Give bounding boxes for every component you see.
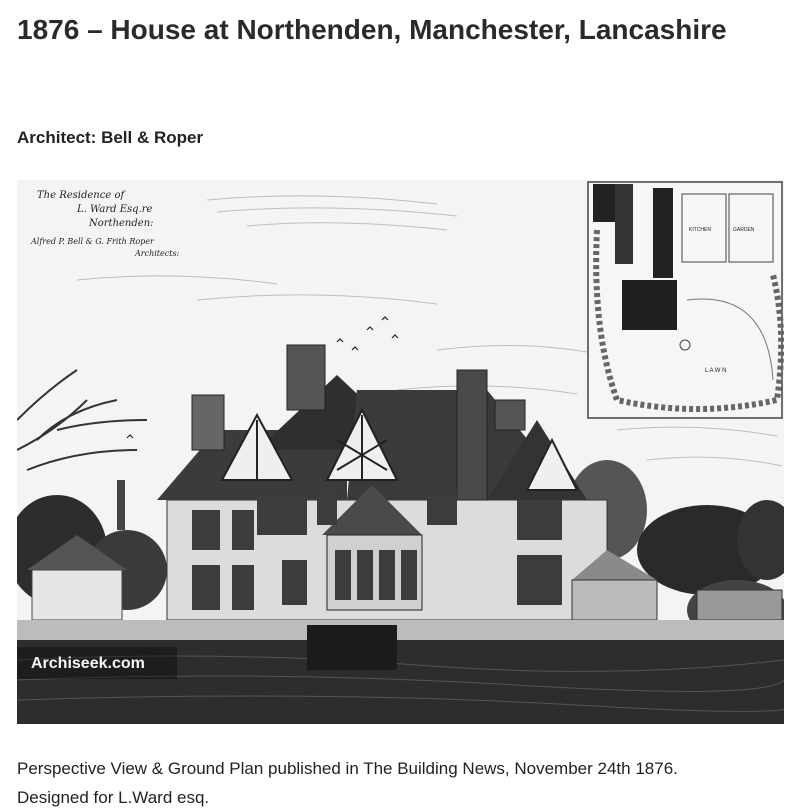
plan-label-lawn: L A W N	[705, 368, 727, 374]
caption-line-1: Perspective View & Ground Plan published in The Building News, November 24th 1876.	[17, 759, 678, 778]
steps	[307, 625, 397, 670]
caption-line-2: Designed for L.Ward esq.	[17, 788, 210, 807]
plan-label-garden: GARDEN	[733, 227, 755, 233]
watermark: Archiseek.com	[31, 655, 145, 672]
engraving-image	[17, 180, 784, 724]
terrace	[17, 620, 784, 640]
inscription-line-5: Architects:	[135, 249, 180, 258]
inscription-line-3: Northenden:	[89, 218, 154, 229]
inscription-line-2: L. Ward Esq.re	[77, 204, 153, 215]
inscription-line-1: The Residence of	[37, 190, 125, 201]
inscription-line-4: Alfred P. Bell & G. Frith Roper	[31, 237, 154, 246]
page-title: 1876 – House at Northenden, Manchester, Lancashire	[17, 14, 727, 45]
architect-credit: Architect: Bell & Roper	[17, 128, 204, 147]
plan-label-kitchen: KITCHEN	[689, 227, 711, 233]
ground-plan-inset	[588, 182, 782, 418]
plan-label-stable: STAB.	[597, 206, 612, 212]
image-caption	[17, 754, 787, 812]
